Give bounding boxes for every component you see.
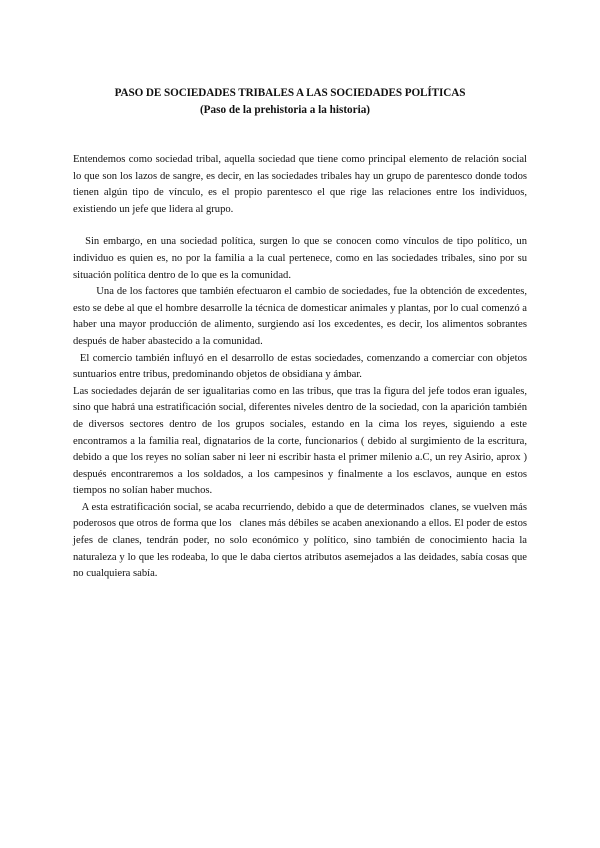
paragraph-clans: A esta estratificación social, se acaba recurriendo, debido a que de determinados clanes, se vuelven más poderosos que otros de forma que los clanes más débiles se acaben anexionando a ellos. El poder de estos jefes de clanes, tendrán poder, no solo económico y político, sino también de conocimiento hacia la naturaleza y lo que les rodeaba, lo que le daba ciertos atributos asemejados a las deidades, sabía cosas que no cualquiera sabía. xyxy=(73,501,530,580)
paragraph-political-society: Sin embargo, en una sociedad política, surgen lo que se conocen como vínculos de tipo político, un individuo es quien es, no por la familia a la cual pertenece, como en las sociedades tribales, sino por su situación política dentro de lo que es la comunidad. xyxy=(73,236,530,281)
paragraph-tribal-society: Entendemos como sociedad tribal, aquella sociedad que tiene como principal elemento de relación social lo que son los lazos de sangre, es decir, en las sociedades tribales hay un grupo de parentesco donde todos tienen algún tipo de vínculo, es el propio parentesco el que rige las relaciones entre los individuos, existiendo un jefe que lidera al grupo. xyxy=(73,154,527,215)
document-title: PASO DE SOCIEDADES TRIBALES A LAS SOCIEDADES POLÍTICAS xyxy=(114,87,466,99)
paragraph-surplus: Una de los factores que también efectuaron el cambio de sociedades, fue la obtención de excedentes, esto se debe al que el hombre desarrolle la técnica de domesticar animales y plantas, por lo cual comenzó a haber una mayor producción de alimento, surgiendo así los excedentes, es decir, los alimentos sobrantes después de haber abastecido a la comunidad. xyxy=(73,286,530,347)
paragraph-commerce: El comercio también influyó en el desarrollo de estas sociedades, comenzando a comerciar con objetos suntuarios entre tribus, predominando objetos de obsidiana y ámbar. xyxy=(73,352,530,381)
document-subtitle: (Paso de la prehistoria a la historia) xyxy=(199,104,371,116)
paragraph-gap xyxy=(73,218,527,234)
document-body xyxy=(73,152,530,583)
paragraph-stratification: Las sociedades dejarán de ser igualitarias como en las tribus, que tras la figura del jefe todos eran iguales, sino que habrá una estratificación social, diferentes niveles dentro de la sociedad, con la aparición también de diversos sectores dentro de los grupos sociales, estando en la cima los reyes, siguiendo a este encontramos a la familia real, dignatarios de la corte, funcionarios ( debido al surgimiento de la escritura, debido a que los reyes no solían saber ni leer ni escribir hasta el primer milenio a.C, un rey Asirio, aprox ) después encontraremos a los soldados, a los campesinos y finalmente a los esclavos, aunque en estos tiempos no solían haber muchos. xyxy=(73,385,527,497)
